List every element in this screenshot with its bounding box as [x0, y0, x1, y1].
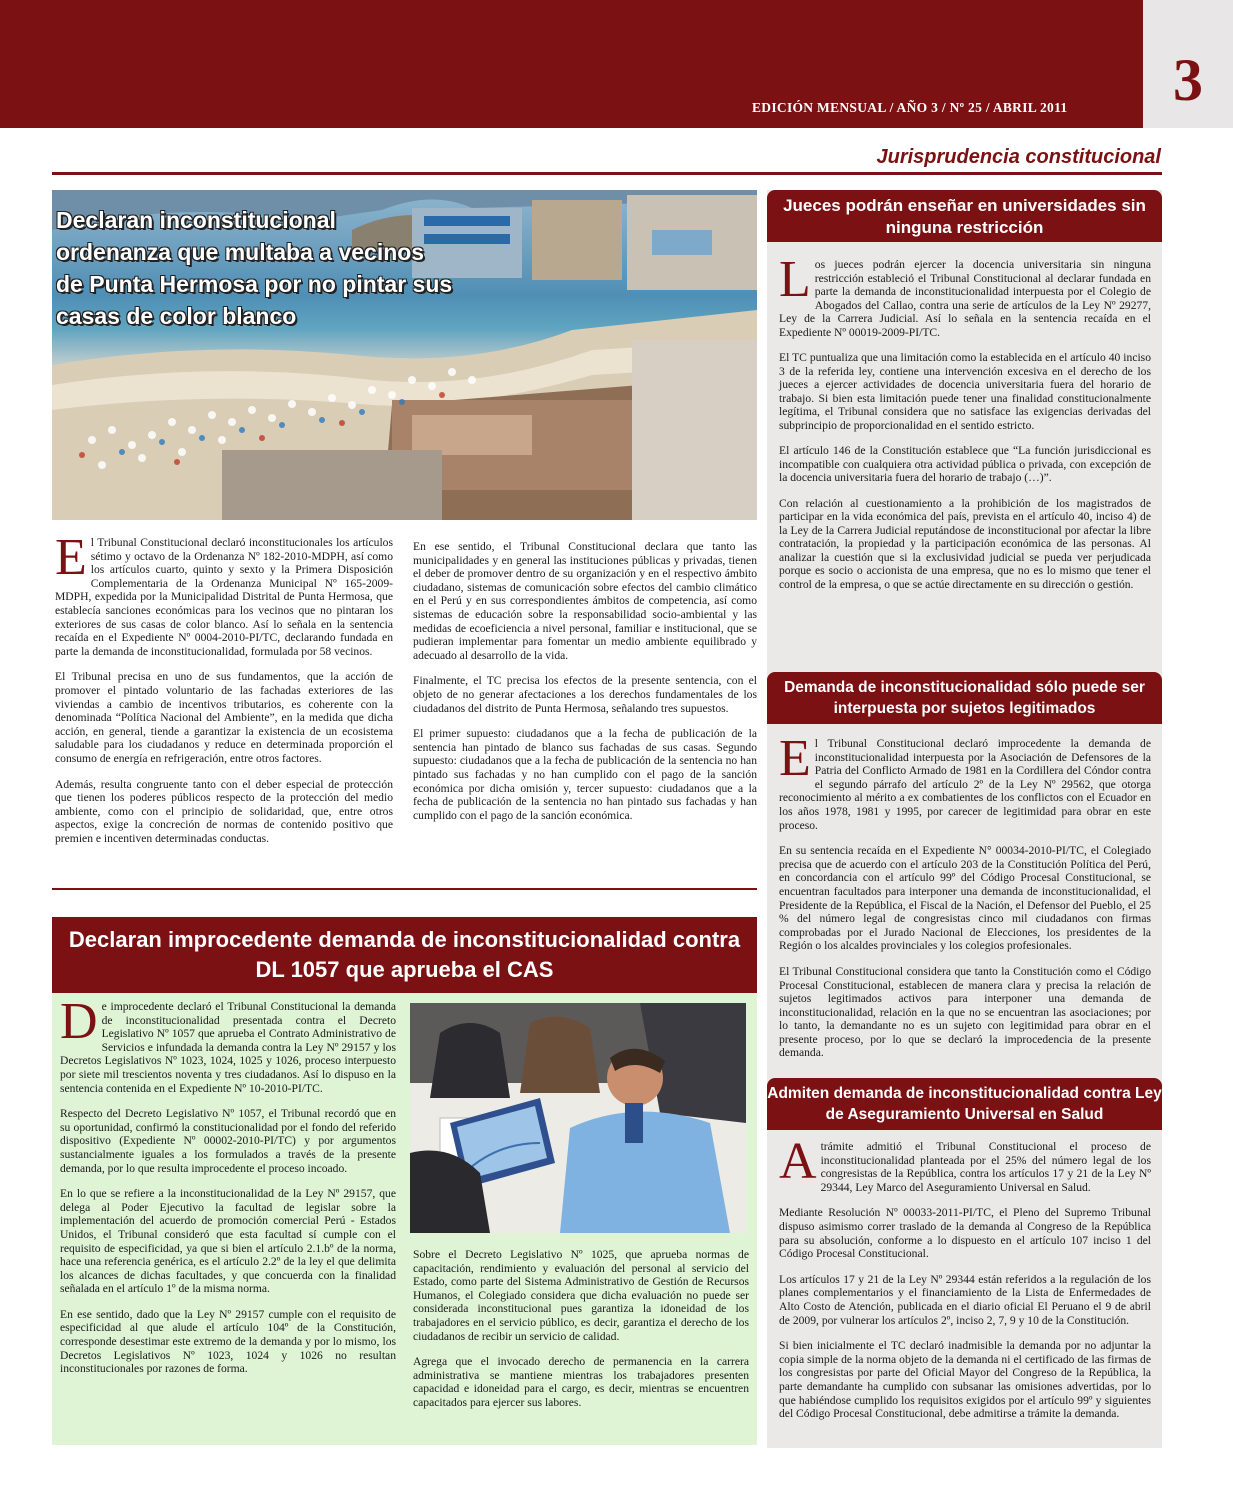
- salud-body: [779, 1133, 1151, 1433]
- article1-para: El primer supuesto: ciudadanos que a la fecha de publicación de la sentencia han pintado de blanco sus fachadas de sus casas. Segundo supuesto: ciudadanos que a la fecha de publicación de la sentencia no han pintado sus fachadas y no han cumplido con el pago de la sanción económica por dicha omisión y, tercer supuesto: ciudadanos que a la fecha de publicación de la sentencia no han pintado sus fachadas y han cumplido con el pago de la sanción económica.: [413, 727, 757, 822]
- article-divider: [52, 888, 757, 890]
- page-number-box: [1143, 0, 1233, 128]
- demanda-body: [779, 730, 1151, 1072]
- article1-para: En ese sentido, el Tribunal Constitucional declara que tanto las municipalidades y en general las instituciones públicas y privadas, tienen el deber de promover dentro de su organización y en el respectivo ámbito ciudadano, sistemas de comunicación sobre efectos del cambio climático en el Perú y en sus correspondientes ámbitos de competencia, así como sistemas de educación sobre la responsabilidad socio-ambiental y las medidas de ecoeficiencia a nivel personal, familiar e institucional, que se pudieran implementar para fomentar un medio ambiente equilibrado y adecuado al desarrollo de la vida.: [413, 540, 757, 662]
- demanda-para-text: l Tribunal Constitucional declaró improcedente la demanda de inconstitucionalidad interpuesta por la Asociación de Defensores de la Patria del Conflicto Armado de 1981 en la Cordillera del Cóndor contra el segundo párrafo del artículo 2º de la Ley Nº 29562, que otorga reconocimiento al mérito a ex combatientes de los conflictos con el Ecuador en los años 1978, 1981 y 1995, por carecer de legitimidad para obrar en este proceso.: [779, 737, 1151, 832]
- cas-headline: Declaran improcedente demanda de inconstitucionalidad contra DL 1057 que aprueba el CAS: [52, 917, 757, 993]
- cas-col1: [60, 993, 396, 1388]
- article1-para: [55, 529, 393, 658]
- article1-para: Finalmente, el TC precisa los efectos de la presente sentencia, con el objeto de no generar afectaciones a los derechos fundamentales de los ciudadanos del distrito de Punta Hermosa, señalando tres supuestos.: [413, 674, 757, 715]
- article1-col2: [413, 540, 757, 834]
- cas-para: [60, 993, 396, 1095]
- cas-col2: [413, 1248, 749, 1422]
- section-divider: [52, 172, 1162, 175]
- salud-para-text: trámite admitió el Tribunal Constitucional el proceso de inconstitucionalidad planteada por el 25% del número legal de los congresistas de la República, contra los artículos 17 y 21 de la Ley Nº 29344, Ley Marco del Aseguramiento Universal en Salud.: [820, 1140, 1151, 1194]
- article1-para-text: l Tribunal Constitucional declaró inconstitucionales los artículos sétimo y octavo de la Ordenanza Nº 182-2010-MDPH, así como los artículos cuarto, quinto y sexto y la Primera Disposición Complementaria de la Ordenanza Municipal Nº 165-2009-MDPH, expedida por la Municipalidad Distrital de Punta Hermosa, que establecía sanciones económicas para los vecinos que no pintaran los exteriores de sus casas de color blanco. Así lo señala en la sentencia recaída en el Expediente Nº 0004-2010-PI/TC, declarando fundada en parte la demanda de inconstitucionalidad, formulada por 58 vecinos.: [55, 536, 393, 658]
- article1-para: El Tribunal precisa en uno de sus fundamentos, que la acción de promover el pintado voluntario de las fachadas exteriores de las viviendas a cambio de incentivos tributarios, es coherente con la denominada “Política Nacional del Ambiente”, en la medida que dicha acción, en general, tiende a garantizar la existencia de un ecosistema saludable para los ciudadanos y reduce en determinada proporción el consumo de energía en refrigeración, entre otros factores.: [55, 670, 393, 765]
- demanda-para: [779, 730, 1151, 832]
- cas-para: Respecto del Decreto Legislativo Nº 1057, el Tribunal recordó que en su oportunidad, confirmó la constitucionalidad por el fondo del referido dispositivo (Expediente Nº 00002-2010-PI/TC) y por argumentos sustancialmente iguales a los formulados a través de la presente demanda, por lo que resulta improcedente el proceso incoado.: [60, 1107, 396, 1175]
- jueces-body: [779, 251, 1151, 603]
- jueces-para: [779, 251, 1151, 339]
- jueces-para-text: os jueces podrán ejercer la docencia universitaria sin ninguna restricción estableció el Tribunal Constitucional al declarar fundada en parte la demanda de inconstitucionalidad interpuesta por el Colegio de Abogados del Callao, contra una serie de artículos de la Ley Nº 29277, Ley de la Carrera Judicial. Así lo señala en la sentencia recaída en el Expediente Nº 00019-2009-PI/TC.: [779, 258, 1151, 339]
- drop-cap: L: [779, 251, 811, 308]
- drop-cap: D: [60, 993, 98, 1050]
- jueces-para: El TC puntualiza que una limitación como la establecida en el artículo 40 inciso 3 de la referida ley, contiene una intervención excesiva en el derecho de los jueces a ejercer actividades de docencia universitaria fuera del horario de trabajo. Si bien esta limitación puede tener una finalidad constitucionalmente legítima, el Tribunal considera que no satisface las exigencias derivadas del subprincipio de proporcionalidad en el sentido estricto.: [779, 351, 1151, 432]
- demanda-para: El Tribunal Constitucional considera que tanto la Constitución como el Código Procesal Constitucional, establecen de manera clara y precisa la relación de sujetos legitimados activos para interponer una demanda de inconstitucionalidad, relación en la que no se encuentran las asociaciones; por lo tanto, la demandante no es un sujeto con legitimidad para obrar en el presente proceso, por lo que se declaró la improcedencia de la presente demanda.: [779, 964, 1151, 1060]
- salud-headline: Admiten demanda de inconstitucionalidad contra Ley de Aseguramiento Universal en Salud: [767, 1078, 1162, 1130]
- article1-headline: Declaran inconstitucional ordenanza que multaba a vecinos de Punta Hermosa por no pintar sus casas de color blanco: [56, 207, 453, 329]
- drop-cap: E: [779, 730, 811, 787]
- salud-para: Los artículos 17 y 21 de la Ley Nº 29344 están referidos a la regulación de los planes complementarios y el financiamiento de la Lista de Enfermedades de Alto Costo de Atención, publicada en el diario oficial El Peruano el 9 de abril de 2009, por vulnerar los artículos 2º, inciso 2, 7, 9 y 10 de la Constitución.: [779, 1272, 1151, 1327]
- drop-cap: E: [55, 529, 87, 586]
- salud-para: Si bien inicialmente el TC declaró inadmisible la demanda por no adjuntar la copia simple de la norma objeto de la demanda ni el certificado de las firmas de los congresistas por parte del Oficial Mayor del Congreso de la República, la parte demandante ha cumplido con subsanar las omisiones advertidas, por lo que habiéndose cumplido los requisitos exigidos por el artículo 99º y siguientes del Código Procesal Constitucional, debe admitirse a trámite la demanda.: [779, 1339, 1151, 1421]
- cas-para: En ese sentido, dado que la Ley Nº 29157 cumple con el requisito de especificidad al que alude el artículo 104º de la Constitución, corresponde desestimar este extremo de la demanda y por lo mismo, los Decretos Legislativos Nº 1023, 1024 y 1026 no resultan inconstitucionales por razones de forma.: [60, 1307, 396, 1376]
- cas-para-text: e improcedente declaró el Tribunal Constitucional la demanda de inconstitucionalidad presentada contra el Decreto Legislativo Nº 1057 que aprueba el Contrato Administrativo de Servicios e infundada la demanda contra la Ley Nº 29157 y los Decretos Legislativos Nº 1023, 1024, 1025 y 1026, proceso interpuesto por siete mil trescientos noventa y tres ciudadanos. Así lo dispuso en la sentencia contenida en el Expediente Nº 10-2010-PI/TC.: [60, 1000, 396, 1095]
- edition-info: EDICIÓN MENSUAL / AÑO 3 / Nº 25 / ABRIL 2011: [752, 100, 1068, 115]
- office-meeting-photo: [410, 1003, 746, 1233]
- cas-para: En lo que se refiere a la inconstitucionalidad de la Ley Nº 29157, que delega al Poder Ejecutivo la facultad de legislar sobre la implementación del acuerdo de promoción comercial Perú - Estados Unidos, el Tribunal consideró que esta facultad sí cumple con el requisito de especificidad, ya que si bien el artículo 2.1.bº de la norma, hace una referencia genérica, es el artículo 2.2º de la ley el que delimita los alcances de dichas facultades, y que concuerda con la finalidad señalada en el artículo 1º de la misma norma.: [60, 1187, 396, 1296]
- jueces-para: Con relación al cuestionamiento a la prohibición de los magistrados de participar en la vida económica del país, prevista en el artículo 40, inciso 4) de la Ley de la Carrera Judicial reputándose de inconstitucional por afectar la libre contratación, la propiedad y la participación económica de las personas. Al analizar la cuestión que si la exclusividad judicial se pueda ver perjudicada porque es socio o accionista de una empresa, que no es lo mismo que tener el control de la empresa, o que se actúe directamente en su dirección o gestión.: [779, 496, 1151, 591]
- demanda-para: En su sentencia recaída en el Expediente N° 00034-2010-PI/TC, el Colegiado precisa que de acuerdo con el artículo 203 de la Constitución Política del Perú, en concordancia con el artículo 99º del Código Procesal Constitucional, se encuentran facultados para interponer una demanda de inconstitucionalidad, el Presidente de la República, el Fiscal de la Nación, el Defensor del Pueblo, el 25 % del número legal de congresistas cinco mil ciudadanos con firmas comprobadas por el Jurado Nacional de Elecciones, los presidentes de la Región o los alcaldes provinciales y los colegios profesionales.: [779, 844, 1151, 953]
- section-title: Jurisprudencia constitucional: [876, 146, 1161, 168]
- page-number: 3: [1173, 47, 1203, 113]
- cas-para: Agrega que el invocado derecho de permanencia en la carrera administrativa se mantiene mientras los trabajadores presenten capacidad e idoneidad para el cargo, es decir, mientras se encuentren capacitados para ejercer sus labores.: [413, 1355, 749, 1409]
- jueces-headline: Jueces podrán enseñar en universidades sin ninguna restricción: [767, 190, 1162, 242]
- cas-para: Sobre el Decreto Legislativo Nº 1025, que aprueba normas de capacitación, rendimiento y evaluación del personal al servicio del Estado, como parte del Sistema Administrativo de Gestión de Recursos Humanos, el Colegiado considera que dicha evaluación no puede ser considerada inconstitucional pues garantiza la idoneidad de los trabajadores en el servicio público, es decir, garantiza el derecho de los ciudadanos de recibir un servicio de calidad.: [413, 1248, 749, 1343]
- article1-col1: [55, 529, 393, 857]
- jueces-para: El artículo 146 de la Constitución establece que “La función jurisdiccional es incompatible con cualquiera otra actividad pública o privada, con excepción de la docencia universitaria fuera del horario de trabajo (…)”.: [779, 444, 1151, 484]
- article1-para: Además, resulta congruente tanto con el deber especial de protección que tienen los poderes públicos respecto de la protección del medio ambiente, como con el principio de solidaridad, que, entre otros aspectos, exige la concreción de normas de contenido positivo que premien e incentiven determinadas conductas.: [55, 777, 393, 845]
- demanda-headline: Demanda de inconstitucionalidad sólo puede ser interpuesta por sujetos legitimados: [767, 672, 1162, 724]
- salud-para: Mediante Resolución Nº 00033-2011-PI/TC, el Pleno del Supremo Tribunal dispuso asimismo correr traslado de la demanda al Congreso de la República para su absolución, conforme a lo dispuesto en el artículo 107 inciso 1 del Código Procesal Constitucional.: [779, 1206, 1151, 1261]
- salud-para: [779, 1133, 1151, 1194]
- drop-cap: A: [779, 1133, 817, 1190]
